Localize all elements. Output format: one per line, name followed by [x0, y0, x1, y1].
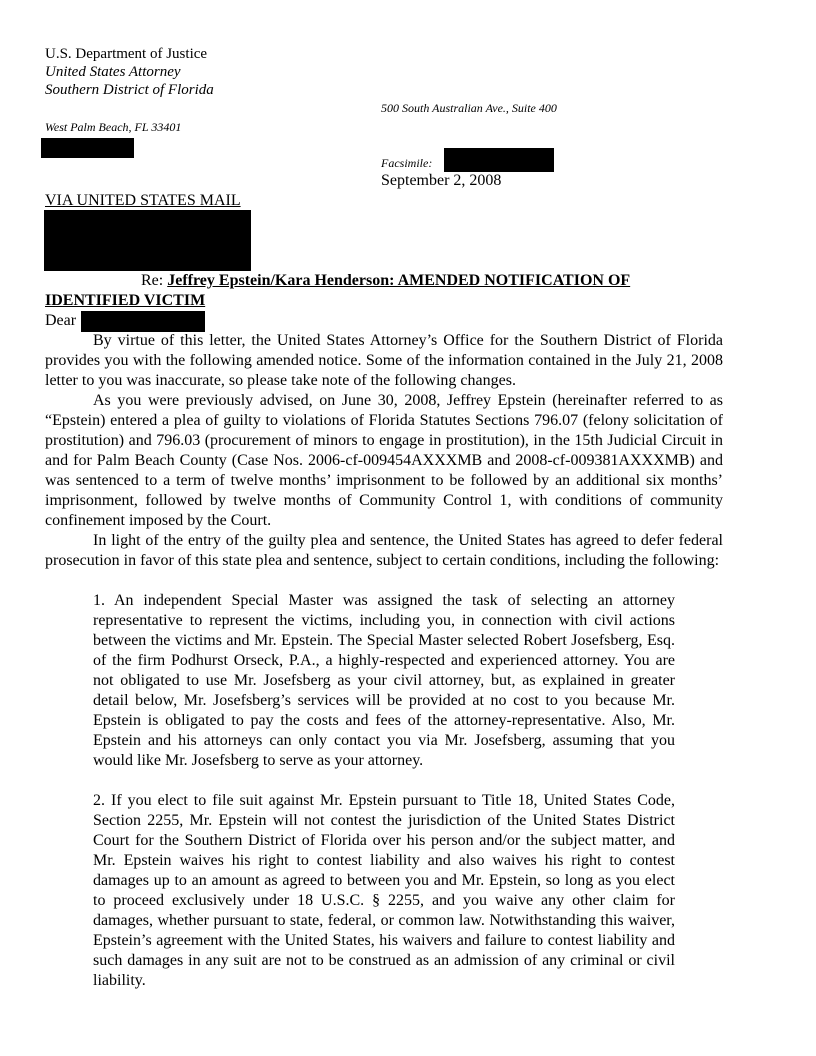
re-subject-line1: Jeffrey Epstein/Kara Henderson: AMENDED NOTIFICATION OF — [167, 272, 631, 289]
letterhead-city: West Palm Beach, FL 33401 — [45, 120, 182, 134]
delivery-method: VIA UNITED STATES MAIL — [45, 192, 241, 209]
letterhead-address: 500 South Australian Ave., Suite 400 — [381, 101, 557, 115]
condition-2-civil-suit: 2. If you elect to file suit against Mr. Epstein pursuant to Title 18, United States Code, Section 2255, Mr. Epstein will not contest the jurisdiction of the United States District Court for the Southern District of Florida over his person and/or the subject matter, and Mr. Epstein waives his right to contest liability and also waives his right to contest damages up to an amount as agreed to between you and Mr. Epstein, so long as you elect to proceed exclusively under 18 U.S.C. § 2255, and you waive any other claim for damages, whether pursuant to state, federal, or common law. Notwithstanding this waiver, Epstein’s agreement with the United States, his waivers and failure to contest liability and such damages in any suit are not to be construed as an admission of any criminal or civil liability. — [93, 792, 675, 989]
letter-date: September 2, 2008 — [381, 172, 502, 189]
redaction-phone — [41, 138, 134, 158]
letterhead-district: Southern District of Florida — [45, 82, 214, 98]
redaction-recipient-name — [81, 311, 205, 332]
redaction-recipient-address — [44, 210, 251, 271]
re-prefix: Re: — [141, 272, 168, 289]
paragraph-deferred-prosecution: In light of the entry of the guilty plea and sentence, the United States has agreed to defer federal prosecution in favor of this state plea and sentence, subject to certain conditions, including the following: — [45, 532, 723, 569]
letterhead-dept: U.S. Department of Justice — [45, 46, 208, 62]
paragraph-plea-sentence: As you were previously advised, on June 30, 2008, Jeffrey Epstein (hereinafter referred to as “Epstein) entered a plea of guilty to violations of Florida Statutes Sections 796.07 (felony solicitation of prostitution) and 796.03 (procurement of minors to engage in prostitution), in the 15th Judicial Circuit in and for Palm Beach County (Case Nos. 2006-cf-009454AXXXMB and 2008-cf-009381AXXXMB) and was sentenced to a term of twelve months’ imprisonment to be followed by an additional six months’ imprisonment, followed by twelve months of Community Control 1, with conditions of community confinement imposed by the Court. — [45, 392, 723, 529]
salutation: Dear — [45, 312, 77, 329]
letterhead-office: United States Attorney — [45, 64, 181, 80]
paragraph-amended-notice: By virtue of this letter, the United States Attorney’s Office for the Southern District of Florida provides you with the following amended notice. Some of the information contained in the July 21, 2008 letter to you was inaccurate, so please take note of the following changes. — [45, 332, 723, 389]
fax-label: Facsimile: — [381, 156, 433, 170]
re-subject-line2: IDENTIFIED VICTIM — [45, 292, 206, 309]
condition-1-special-master: 1. An independent Special Master was assigned the task of selecting an attorney representative to represent the victims, including you, in connection with civil actions between the victims and Mr. Epstein. The Special Master selected Robert Josefsberg, Esq. of the firm Podhurst Orseck, P.A., a highly-respected and experienced attorney. You are not obligated to use Mr. Josefsberg as your civil attorney, but, as explained in greater detail below, Mr. Josefsberg’s services will be provided at no cost to you because Mr. Epstein is obligated to pay the costs and fees of the attorney-representative. Also, Mr. Epstein and his attorneys can only contact you via Mr. Josefsberg, assuming that you would like Mr. Josefsberg to serve as your attorney. — [93, 592, 675, 769]
re-line — [141, 271, 630, 291]
redaction-fax — [444, 148, 554, 172]
